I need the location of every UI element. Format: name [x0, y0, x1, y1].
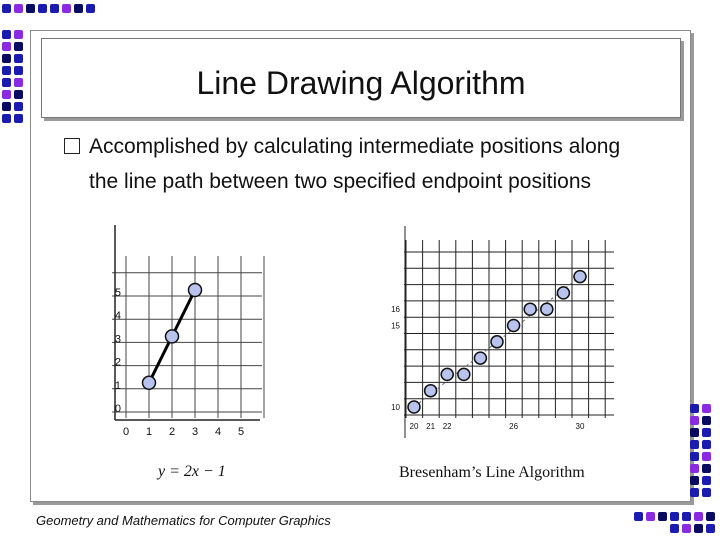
bullet-text: Accomplished by calculating intermediate positions along the line path between two specified endpoint positions	[89, 135, 621, 193]
decor-square	[14, 78, 23, 87]
x-tick-label: 21	[426, 422, 436, 431]
decor-square	[2, 54, 11, 63]
decor-square	[74, 4, 83, 13]
footer-text: Geometry and Mathematics for Computer Graphics	[36, 513, 331, 528]
y-tick-label: 3	[114, 333, 121, 346]
data-point	[408, 401, 420, 413]
decor-square	[690, 440, 699, 449]
y-tick-label: 4	[114, 310, 121, 323]
decor-square	[658, 512, 667, 521]
decor-square	[690, 464, 699, 473]
y-tick-label: 1	[114, 379, 121, 392]
data-point	[574, 271, 586, 283]
y-tick-label: 10	[391, 403, 400, 412]
decor-square	[670, 512, 679, 521]
decor-square	[38, 4, 47, 13]
decor-square	[50, 4, 59, 13]
x-tick-label: 3	[191, 426, 199, 438]
decor-square	[690, 404, 699, 413]
data-point	[143, 376, 156, 389]
decor-square	[690, 476, 699, 485]
decor-square	[14, 66, 23, 75]
decor-square	[14, 54, 23, 63]
decor-square	[634, 512, 643, 521]
decor-square	[694, 512, 703, 521]
decor-square	[702, 440, 711, 449]
data-point	[508, 320, 520, 332]
data-point	[557, 287, 569, 299]
decor-square	[646, 512, 655, 521]
y-tick-label: 2	[114, 356, 121, 369]
x-tick-label: 22	[442, 422, 452, 431]
data-point	[491, 336, 503, 348]
decor-square	[702, 452, 711, 461]
decor-square	[2, 30, 11, 39]
decor-square	[694, 524, 703, 533]
equation: y = 2x − 1	[158, 463, 226, 480]
decor-square	[702, 476, 711, 485]
decor-square	[14, 90, 23, 99]
decor-square	[670, 524, 679, 533]
decor-square	[702, 404, 711, 413]
decor-square	[682, 512, 691, 521]
bullet-point	[64, 129, 644, 199]
right-points	[408, 271, 586, 413]
decor-square	[14, 114, 23, 123]
x-tick-label: 20	[409, 422, 419, 431]
checkbox-bullet-icon	[64, 138, 80, 154]
decor-square	[14, 102, 23, 111]
decor-square	[706, 524, 715, 533]
decor-square	[702, 416, 711, 425]
x-tick-label: 0	[122, 426, 130, 438]
decor-square	[702, 488, 711, 497]
decor-square	[690, 488, 699, 497]
decor-square	[2, 42, 11, 51]
data-point	[441, 368, 453, 380]
decor-square	[690, 428, 699, 437]
decor-square	[14, 42, 23, 51]
decor-square	[14, 4, 23, 13]
decor-square	[2, 114, 11, 123]
decor-square	[682, 524, 691, 533]
slide-title: Line Drawing Algorithm	[196, 65, 526, 101]
y-tick-label: 16	[391, 305, 400, 315]
data-point	[458, 368, 470, 380]
data-point	[189, 284, 202, 297]
data-point	[425, 385, 437, 397]
x-tick-label: 2	[168, 426, 176, 438]
decor-square	[702, 464, 711, 473]
decor-square	[2, 66, 11, 75]
decor-square	[2, 102, 11, 111]
x-tick-label: 5	[237, 426, 245, 438]
left-line-figure	[108, 218, 268, 450]
decor-square	[690, 416, 699, 425]
decor-square	[62, 4, 71, 13]
x-tick-label: 1	[145, 426, 153, 438]
x-tick-label: 4	[214, 426, 222, 438]
title-box	[41, 38, 681, 118]
data-point	[541, 303, 553, 315]
decor-square	[2, 4, 11, 13]
y-tick-label: 0	[114, 403, 121, 415]
decor-square	[706, 512, 715, 521]
data-point	[474, 352, 486, 364]
left-grid	[112, 225, 264, 420]
x-tick-label: 26	[509, 422, 519, 431]
figure-caption: Bresenham’s Line Algorithm	[399, 464, 585, 481]
x-tick-label: 30	[575, 422, 585, 431]
y-tick-label: 15	[391, 321, 400, 331]
left-tick-labels	[115, 287, 244, 438]
decor-square	[702, 428, 711, 437]
decor-square	[2, 78, 11, 87]
decor-square	[14, 30, 23, 39]
data-point	[524, 303, 536, 315]
right-tick-labels	[391, 305, 585, 431]
y-tick-label: 5	[114, 287, 121, 299]
decor-square	[690, 452, 699, 461]
data-point	[166, 330, 179, 343]
decor-square	[2, 90, 11, 99]
right-line-figure	[376, 222, 626, 440]
decor-square	[26, 4, 35, 13]
decor-square	[86, 4, 95, 13]
